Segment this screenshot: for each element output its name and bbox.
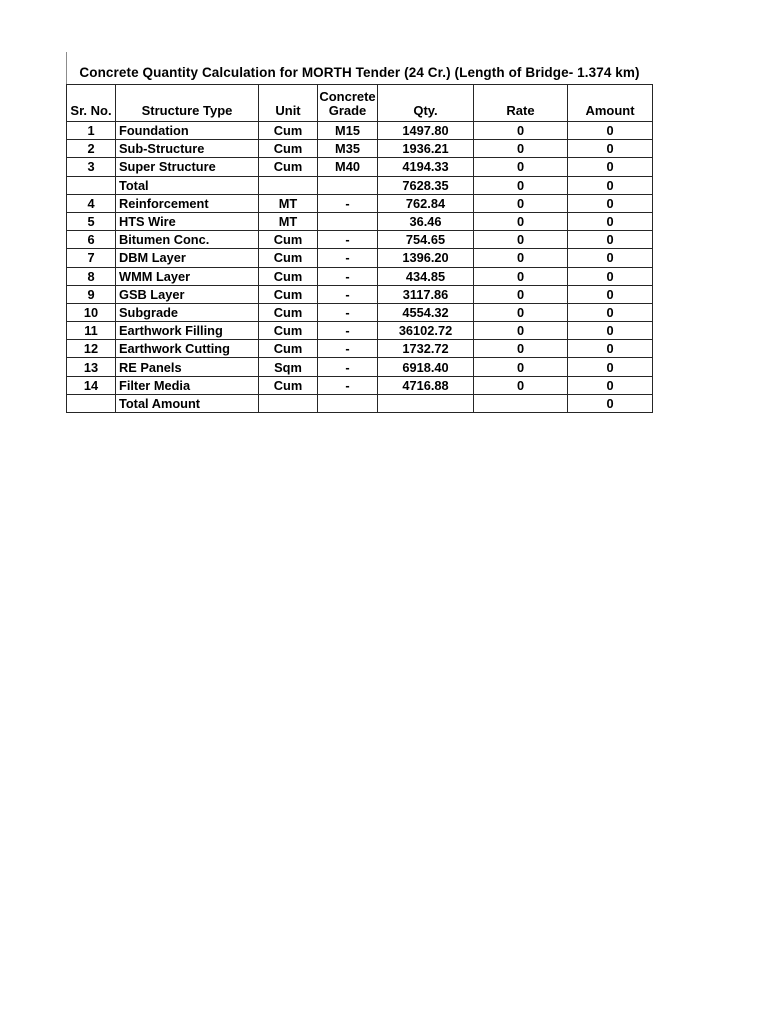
cell-rate: 0 xyxy=(474,122,568,140)
cell-amount: 0 xyxy=(568,231,653,249)
cell-grade xyxy=(318,212,378,230)
header-sr-no: Sr. No. xyxy=(67,85,116,122)
cell-sr: 5 xyxy=(67,212,116,230)
cell-unit: Cum xyxy=(259,249,318,267)
cell-rate: 0 xyxy=(474,194,568,212)
table-row xyxy=(67,158,653,176)
cell-qty: 6918.40 xyxy=(378,358,474,376)
cell-rate: 0 xyxy=(474,358,568,376)
cell-type: Earthwork Filling xyxy=(116,322,259,340)
cell-sr: 1 xyxy=(67,122,116,140)
cell-rate: 0 xyxy=(474,285,568,303)
cell-grade: M40 xyxy=(318,158,378,176)
header-amount: Amount xyxy=(568,85,653,122)
cell-unit: Cum xyxy=(259,285,318,303)
cell-sr xyxy=(67,176,116,194)
cell-qty: 1497.80 xyxy=(378,122,474,140)
cell-amount: 0 xyxy=(568,140,653,158)
cell-amount: 0 xyxy=(568,212,653,230)
cell-rate: 0 xyxy=(474,158,568,176)
header-unit: Unit xyxy=(259,85,318,122)
cell-grade xyxy=(318,394,378,412)
cell-unit: Cum xyxy=(259,158,318,176)
cell-qty: 1732.72 xyxy=(378,340,474,358)
table-row xyxy=(67,394,653,412)
cell-grade: - xyxy=(318,322,378,340)
cell-grade: M35 xyxy=(318,140,378,158)
cell-qty xyxy=(378,394,474,412)
cell-unit: Cum xyxy=(259,231,318,249)
header-concrete-grade: Concrete Grade xyxy=(318,85,378,122)
table-row xyxy=(67,285,653,303)
cell-unit: Sqm xyxy=(259,358,318,376)
cell-qty: 754.65 xyxy=(378,231,474,249)
cell-amount: 0 xyxy=(568,394,653,412)
cell-rate: 0 xyxy=(474,140,568,158)
cell-grade xyxy=(318,176,378,194)
table-title: Concrete Quantity Calculation for MORTH Tender (24 Cr.) (Length of Bridge- 1.374 km) xyxy=(66,52,652,84)
cell-type: Bitumen Conc. xyxy=(116,231,259,249)
header-rate: Rate xyxy=(474,85,568,122)
header-structure-type: Structure Type xyxy=(116,85,259,122)
table-row xyxy=(67,340,653,358)
cell-unit: Cum xyxy=(259,122,318,140)
table-row xyxy=(67,176,653,194)
cell-sr: 8 xyxy=(67,267,116,285)
cell-grade: - xyxy=(318,194,378,212)
cell-type: GSB Layer xyxy=(116,285,259,303)
cell-qty: 434.85 xyxy=(378,267,474,285)
cell-sr: 9 xyxy=(67,285,116,303)
cell-amount: 0 xyxy=(568,176,653,194)
cell-amount: 0 xyxy=(568,322,653,340)
cell-type: Super Structure xyxy=(116,158,259,176)
cell-grade: M15 xyxy=(318,122,378,140)
cell-unit: Cum xyxy=(259,303,318,321)
cell-grade: - xyxy=(318,303,378,321)
cell-amount: 0 xyxy=(568,303,653,321)
cell-qty: 762.84 xyxy=(378,194,474,212)
table-row xyxy=(67,249,653,267)
cell-unit: Cum xyxy=(259,376,318,394)
table-header xyxy=(67,85,653,122)
cell-rate: 0 xyxy=(474,322,568,340)
cell-qty: 4554.32 xyxy=(378,303,474,321)
cell-qty: 36.46 xyxy=(378,212,474,230)
cell-rate xyxy=(474,394,568,412)
cell-rate: 0 xyxy=(474,267,568,285)
cell-grade: - xyxy=(318,249,378,267)
cell-rate: 0 xyxy=(474,249,568,267)
table-row xyxy=(67,322,653,340)
cell-sr: 2 xyxy=(67,140,116,158)
cell-qty: 1396.20 xyxy=(378,249,474,267)
table-row xyxy=(67,358,653,376)
table-row xyxy=(67,231,653,249)
header-row xyxy=(67,85,653,122)
table-row xyxy=(67,122,653,140)
cell-qty: 7628.35 xyxy=(378,176,474,194)
cell-qty: 4194.33 xyxy=(378,158,474,176)
cell-type: Earthwork Cutting xyxy=(116,340,259,358)
cell-sr: 13 xyxy=(67,358,116,376)
cell-sr: 12 xyxy=(67,340,116,358)
table-row xyxy=(67,194,653,212)
cell-grade: - xyxy=(318,358,378,376)
cell-rate: 0 xyxy=(474,231,568,249)
cell-amount: 0 xyxy=(568,122,653,140)
cell-amount: 0 xyxy=(568,358,653,376)
cell-grade: - xyxy=(318,267,378,285)
cell-sr: 10 xyxy=(67,303,116,321)
cell-rate: 0 xyxy=(474,176,568,194)
cell-qty: 36102.72 xyxy=(378,322,474,340)
cell-amount: 0 xyxy=(568,158,653,176)
cell-type: DBM Layer xyxy=(116,249,259,267)
table-body xyxy=(67,122,653,413)
cell-amount: 0 xyxy=(568,194,653,212)
cell-unit: Cum xyxy=(259,322,318,340)
cell-amount: 0 xyxy=(568,376,653,394)
table-row xyxy=(67,212,653,230)
cell-type: Total Amount xyxy=(116,394,259,412)
cell-sr: 11 xyxy=(67,322,116,340)
header-qty: Qty. xyxy=(378,85,474,122)
cell-amount: 0 xyxy=(568,267,653,285)
cell-unit: MT xyxy=(259,212,318,230)
cell-amount: 0 xyxy=(568,249,653,267)
cell-sr: 7 xyxy=(67,249,116,267)
cell-sr: 3 xyxy=(67,158,116,176)
cell-rate: 0 xyxy=(474,212,568,230)
cell-type: Reinforcement xyxy=(116,194,259,212)
cell-qty: 3117.86 xyxy=(378,285,474,303)
table-row xyxy=(67,303,653,321)
cell-type: Subgrade xyxy=(116,303,259,321)
cell-type: HTS Wire xyxy=(116,212,259,230)
cell-amount: 0 xyxy=(568,285,653,303)
cell-type: Sub-Structure xyxy=(116,140,259,158)
cell-type: Foundation xyxy=(116,122,259,140)
cell-type: WMM Layer xyxy=(116,267,259,285)
cell-unit xyxy=(259,394,318,412)
cell-qty: 4716.88 xyxy=(378,376,474,394)
cell-grade: - xyxy=(318,376,378,394)
spreadsheet-area xyxy=(66,52,652,413)
cell-type: Total xyxy=(116,176,259,194)
cell-grade: - xyxy=(318,340,378,358)
cell-rate: 0 xyxy=(474,303,568,321)
cell-unit xyxy=(259,176,318,194)
cell-unit: MT xyxy=(259,194,318,212)
cell-grade: - xyxy=(318,285,378,303)
cell-sr: 6 xyxy=(67,231,116,249)
cell-type: Filter Media xyxy=(116,376,259,394)
table-row xyxy=(67,376,653,394)
cell-grade: - xyxy=(318,231,378,249)
table-row xyxy=(67,140,653,158)
cell-unit: Cum xyxy=(259,140,318,158)
cell-rate: 0 xyxy=(474,376,568,394)
cell-type: RE Panels xyxy=(116,358,259,376)
cell-rate: 0 xyxy=(474,340,568,358)
cell-qty: 1936.21 xyxy=(378,140,474,158)
cell-unit: Cum xyxy=(259,267,318,285)
table-row xyxy=(67,267,653,285)
cell-sr: 4 xyxy=(67,194,116,212)
cell-sr: 14 xyxy=(67,376,116,394)
cell-amount: 0 xyxy=(568,340,653,358)
cell-sr xyxy=(67,394,116,412)
quantity-table xyxy=(66,84,653,413)
cell-unit: Cum xyxy=(259,340,318,358)
